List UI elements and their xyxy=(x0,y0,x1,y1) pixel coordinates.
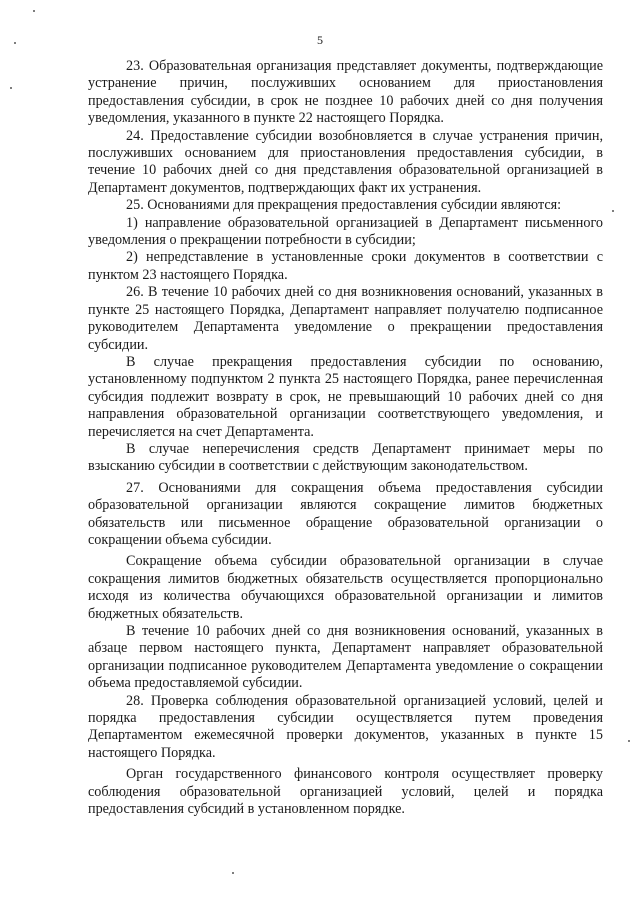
paragraph-27-reduction: Сокращение объема субсидии образовательной организации в случае сокращения лимитов бюджетных обязательств осуществляется пропорционально исходя из количества обучающихся образовательной организации и лимитов бюджетных обязательств. xyxy=(88,553,603,622)
paragraph-25-item-1: 1) направление образовательной организацией в Департамент письменного уведомления о прекращении потребности в субсидии; xyxy=(88,214,603,249)
paragraph-27: 27. Основаниями для сокращения объема предоставления субсидии образовательной организации являются сокращение лимитов бюджетных обязательств или письменное обращение образовательной организации о сокращении объема субсидии. xyxy=(88,479,603,548)
scan-speck xyxy=(232,872,234,874)
paragraph-26-refund: В случае прекращения предоставления субсидии по основанию, установленному подпунктом 2 пункта 25 настоящего Порядка, ранее перечисленная субсидия подлежит возврату в срок, не превышающий 10 рабочих дней со дня направления образовательной организации соответствующего уведомления, и перечисляется на счет Департамента. xyxy=(88,353,603,440)
paragraph-24: 24. Предоставление субсидии возобновляется в случае устранения причин, послуживших основанием для приостановления предоставления субсидии, в течение 10 рабочих дней со дня представления образовательной организацией в Департамент документов, подтверждающих факт их устранения. xyxy=(88,127,603,196)
paragraph-26-recovery: В случае неперечисления средств Департамент принимает меры по взысканию субсидии в соответствии с действующим законодательством. xyxy=(88,440,603,475)
paragraph-27-notice: В течение 10 рабочих дней со дня возникновения оснований, указанных в абзаце первом настоящего пункта, Департамент направляет образовательной организации подписанное руководителем Департамента уведомление о сокращении объема предоставляемой субсидии. xyxy=(88,623,603,692)
page-number: 5 xyxy=(317,33,323,47)
paragraph-28-control: Орган государственного финансового контроля осуществляет проверку соблюдения образовательной организацией условий, целей и порядка предоставления субсидий в установленном порядке. xyxy=(88,766,603,818)
paragraph-26: 26. В течение 10 рабочих дней со дня возникновения оснований, указанных в пункте 25 настоящего Порядка, Департамент направляет получателю подписанное руководителем Департамента уведомление о прекращении предоставления субсидии. xyxy=(88,284,603,353)
scan-speck xyxy=(612,210,614,212)
paragraph-23: 23. Образовательная организация представляет документы, подтверждающие устранение причин, послуживших основанием для приостановления предоставления субсидии, в срок не позднее 10 рабочих дней со дня получения уведомления, указанного в пункте 22 настоящего Порядка. xyxy=(88,58,603,127)
scan-speck xyxy=(10,87,12,89)
paragraph-28: 28. Проверка соблюдения образовательной организацией условий, целей и порядка предоставления субсидии осуществляется путем проведения Департаментом ежемесячной проверки документов, указанных в пункте 15 настоящего Порядка. xyxy=(88,692,603,761)
scan-speck xyxy=(33,10,35,12)
paragraph-25-item-2: 2) непредставление в установленные сроки документов в соответствии с пунктом 23 настоящего Порядка. xyxy=(88,249,603,283)
scan-speck xyxy=(628,740,630,742)
scan-speck xyxy=(14,42,16,44)
paragraph-25: 25. Основаниями для прекращения предоставления субсидии являются: xyxy=(126,197,562,214)
document-body xyxy=(88,58,603,818)
